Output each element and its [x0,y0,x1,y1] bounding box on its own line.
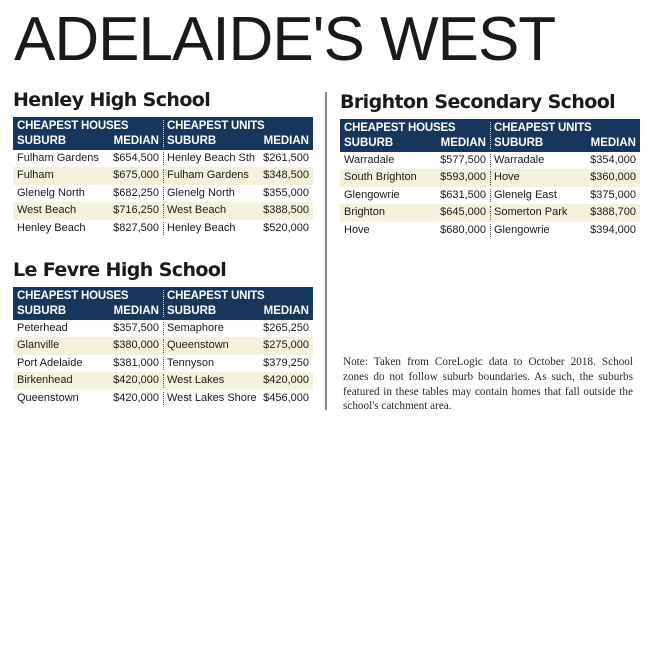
unit-suburb: Hove [494,171,520,184]
column-divider [325,92,327,410]
table-row [13,185,313,202]
unit-median: $265,250 [263,322,309,334]
house-cell [13,355,163,372]
houses-category-label: CHEAPEST HOUSES [17,290,129,302]
unit-suburb: Henley Beach [167,221,236,234]
unit-cell [163,167,313,184]
median-column-label: MEDIAN [263,135,309,147]
footnote: Note: Taken from CoreLogic data to October 2018. School zones do not follow suburb boundaries. As such, the suburbs featured in these tables may contain homes that fall outside the school's catchment area. [343,356,633,413]
table-row [13,337,313,354]
house-suburb: Port Adelaide [17,356,83,369]
unit-suburb: West Beach [167,204,227,217]
house-suburb: Queenstown [17,391,79,404]
house-suburb: South Brighton [344,171,417,184]
house-median: $682,250 [113,186,159,199]
unit-cell [490,187,640,204]
unit-cell [163,320,313,337]
house-suburb: Fulham Gardens [17,152,99,164]
unit-cell [163,355,313,372]
units-category-label: CHEAPEST UNITS [494,122,592,134]
unit-median: $520,000 [263,221,309,234]
house-median: $827,500 [113,221,159,234]
unit-median: $394,000 [590,223,636,236]
units-header [163,287,313,320]
house-cell [13,202,163,219]
table-row [13,390,313,407]
unit-suburb: Glenelg East [494,188,557,201]
houses-category-label: CHEAPEST HOUSES [344,122,456,134]
house-suburb: Fulham [17,169,54,182]
price-table [340,119,640,239]
unit-cell [490,169,640,186]
house-suburb: West Beach [17,204,77,217]
unit-suburb: Glenelg North [167,186,235,199]
house-suburb: Glenelg North [17,186,85,199]
unit-median: $355,000 [263,186,309,199]
unit-suburb: West Lakes [167,374,225,387]
school-title: Brighton Secondary School [340,91,616,113]
house-suburb: Birkenhead [17,374,73,387]
table-row [13,202,313,219]
suburb-column-label: SUBURB [17,135,67,147]
unit-median: $456,000 [263,391,309,404]
unit-median: $375,000 [590,188,636,201]
houses-header [13,287,163,320]
suburb-column-label: SUBURB [17,305,67,317]
units-category-label: CHEAPEST UNITS [167,120,265,132]
house-median: $675,000 [113,169,159,182]
median-column-label: MEDIAN [263,305,309,317]
headline: ADELAIDE'S WEST [14,5,556,74]
table-row [340,169,640,186]
unit-suburb: Glengowrie [494,223,550,236]
house-cell [340,222,490,239]
house-cell [13,337,163,354]
table-row [340,204,640,221]
price-table [13,287,313,407]
unit-cell [163,202,313,219]
house-suburb: Glengowrie [344,188,400,201]
houses-category-label: CHEAPEST HOUSES [17,120,129,132]
price-table [13,117,313,237]
house-median: $420,000 [113,374,159,387]
unit-suburb: West Lakes Shore [167,391,257,404]
unit-median: $354,000 [590,154,636,166]
unit-cell [163,372,313,389]
house-cell [340,169,490,186]
unit-suburb: Fulham Gardens [167,169,249,182]
unit-suburb: Semaphore [167,322,224,334]
suburb-column-label: SUBURB [494,137,544,149]
school-title: Le Fevre High School [13,259,227,281]
median-column-label: MEDIAN [113,135,159,147]
table-row [340,152,640,169]
house-cell [13,167,163,184]
house-median: $654,500 [113,152,159,164]
house-cell [340,152,490,169]
table-row [13,320,313,337]
house-suburb: Brighton [344,206,385,219]
school-title: Henley High School [13,89,211,111]
table-row [13,220,313,237]
house-cell [13,150,163,167]
unit-suburb: Somerton Park [494,206,568,219]
table-header [340,119,640,152]
unit-median: $388,500 [263,204,309,217]
house-median: $593,000 [440,171,486,184]
house-median: $380,000 [113,339,159,352]
house-median: $420,000 [113,391,159,404]
house-median: $631,500 [440,188,486,201]
table-row [13,355,313,372]
unit-suburb: Tennyson [167,356,215,369]
house-cell [340,187,490,204]
unit-cell [490,152,640,169]
median-column-label: MEDIAN [113,305,159,317]
house-median: $381,000 [113,356,159,369]
house-suburb: Peterhead [17,322,68,334]
houses-header [340,119,490,152]
unit-median: $261,500 [263,152,309,164]
unit-suburb: Henley Beach Sth [167,152,256,164]
suburb-column-label: SUBURB [344,137,394,149]
table-row [13,167,313,184]
median-column-label: MEDIAN [590,137,636,149]
unit-cell [163,337,313,354]
unit-cell [163,390,313,407]
school-section-le-fevre [13,259,313,407]
table-row [340,187,640,204]
unit-median: $388,700 [590,206,636,219]
table-row [13,372,313,389]
house-median: $716,250 [113,204,159,217]
unit-median: $275,000 [263,339,309,352]
school-section-brighton [340,91,640,239]
unit-cell [490,222,640,239]
house-median: $680,000 [440,223,486,236]
units-header [163,117,313,150]
median-column-label: MEDIAN [440,137,486,149]
suburb-column-label: SUBURB [167,135,217,147]
house-suburb: Glanville [17,339,60,352]
table-row [340,222,640,239]
unit-median: $360,000 [590,171,636,184]
table-row [13,150,313,167]
table-header [13,117,313,150]
house-median: $645,000 [440,206,486,219]
table-header [13,287,313,320]
units-header [490,119,640,152]
unit-cell [163,150,313,167]
school-section-henley [13,89,313,237]
units-category-label: CHEAPEST UNITS [167,290,265,302]
house-cell [13,185,163,202]
house-suburb: Warradale [344,154,395,166]
unit-cell [163,185,313,202]
unit-cell [490,204,640,221]
unit-median: $348,500 [263,169,309,182]
house-median: $577,500 [440,154,486,166]
unit-median: $379,250 [263,356,309,369]
house-median: $357,500 [113,322,159,334]
unit-suburb: Queenstown [167,339,229,352]
houses-header [13,117,163,150]
unit-suburb: Warradale [494,154,545,166]
unit-median: $420,000 [263,374,309,387]
house-suburb: Hove [344,223,370,236]
unit-cell [163,220,313,237]
house-suburb: Henley Beach [17,221,86,234]
suburb-column-label: SUBURB [167,305,217,317]
house-cell [13,220,163,237]
house-cell [340,204,490,221]
house-cell [13,372,163,389]
house-cell [13,390,163,407]
house-cell [13,320,163,337]
